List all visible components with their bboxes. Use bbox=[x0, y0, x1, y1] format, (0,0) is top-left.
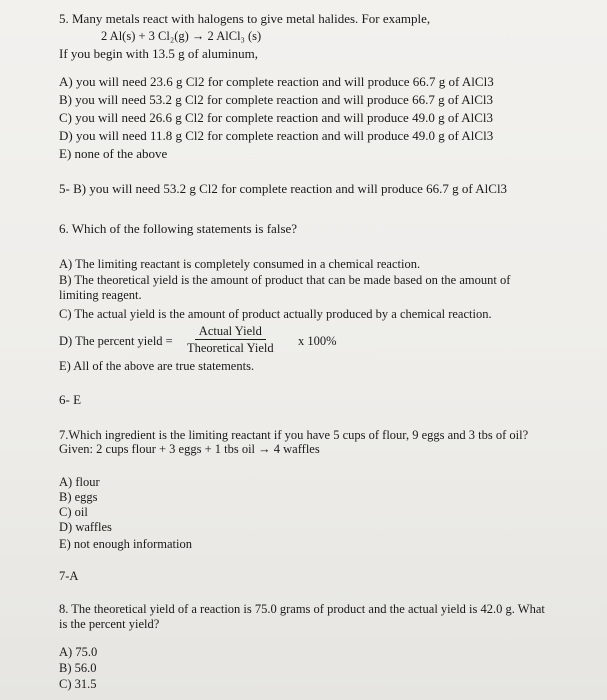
q7-prompt: 7.Which ingredient is the limiting reactant if you have 5 cups of flour, 9 eggs and 3 tbs of oil? bbox=[59, 428, 529, 442]
q5-prompt: 5. Many metals react with halogens to give metal halides. For example, bbox=[59, 11, 431, 26]
q6-option-d-prefix: D) The percent yield = bbox=[59, 334, 173, 348]
q5-equation: 2 Al(s) + 3 Cl₂(g) → 2 AlCl₃ (s) bbox=[101, 29, 262, 43]
q5-answer: 5- B) you will need 53.2 g Cl2 for complete reaction and will produce 66.7 g of AlCl3 bbox=[59, 181, 508, 196]
q5-option-b: B) you will need 53.2 g Cl2 for complete reaction and will produce 66.7 g of AlCl3 bbox=[59, 92, 493, 107]
q8-prompt-continued: is the percent yield? bbox=[59, 617, 160, 631]
q5-option-a: A) you will need 23.6 g Cl2 for complete reaction and will produce 66.7 g of AlCl3 bbox=[59, 74, 494, 89]
q6-prompt: 6. Which of the following statements is false? bbox=[59, 221, 298, 236]
q6-option-b: B) The theoretical yield is the amount of product that can be made based on the amount of bbox=[59, 273, 511, 287]
q5-option-d: D) you will need 11.8 g Cl2 for complete reaction and will produce 49.0 g of AlCl3 bbox=[59, 128, 494, 143]
q6-option-b-continued: limiting reagent. bbox=[59, 288, 142, 302]
q5-option-e: E) none of the above bbox=[59, 146, 168, 161]
q8-prompt: 8. The theoretical yield of a reaction is 75.0 grams of product and the actual yield is 42.0 g. What bbox=[59, 602, 545, 616]
q7-option-b: B) eggs bbox=[59, 490, 98, 504]
fraction-numerator: Actual Yield bbox=[195, 324, 266, 340]
q7-option-c: C) oil bbox=[59, 505, 88, 519]
fraction-denominator: Theoretical Yield bbox=[187, 341, 274, 355]
q6-option-a: A) The limiting reactant is completely consumed in a chemical reaction. bbox=[59, 257, 421, 271]
q5-option-c: C) you will need 26.6 g Cl2 for complete reaction and will produce 49.0 g of AlCl3 bbox=[59, 110, 493, 125]
q5-given: If you begin with 13.5 g of aluminum, bbox=[59, 46, 258, 61]
q8-option-b: B) 56.0 bbox=[59, 661, 97, 675]
q8-option-c: C) 31.5 bbox=[59, 677, 97, 691]
q6-option-e: E) All of the above are true statements. bbox=[59, 359, 255, 373]
q6-option-d-suffix: x 100% bbox=[298, 334, 337, 348]
q6-option-c: C) The actual yield is the amount of product actually produced by a chemical reaction. bbox=[59, 307, 492, 321]
percent-yield-fraction bbox=[187, 324, 274, 355]
q7-option-a: A) flour bbox=[59, 475, 100, 489]
q7-answer: 7-A bbox=[59, 569, 79, 583]
q7-option-e: E) not enough information bbox=[59, 537, 192, 551]
q8-option-a: A) 75.0 bbox=[59, 645, 98, 659]
q7-given: Given: 2 cups flour + 3 eggs + 1 tbs oil → 4 waffles bbox=[59, 442, 320, 456]
q7-option-d: D) waffles bbox=[59, 520, 112, 534]
q6-answer: 6- E bbox=[59, 392, 82, 407]
